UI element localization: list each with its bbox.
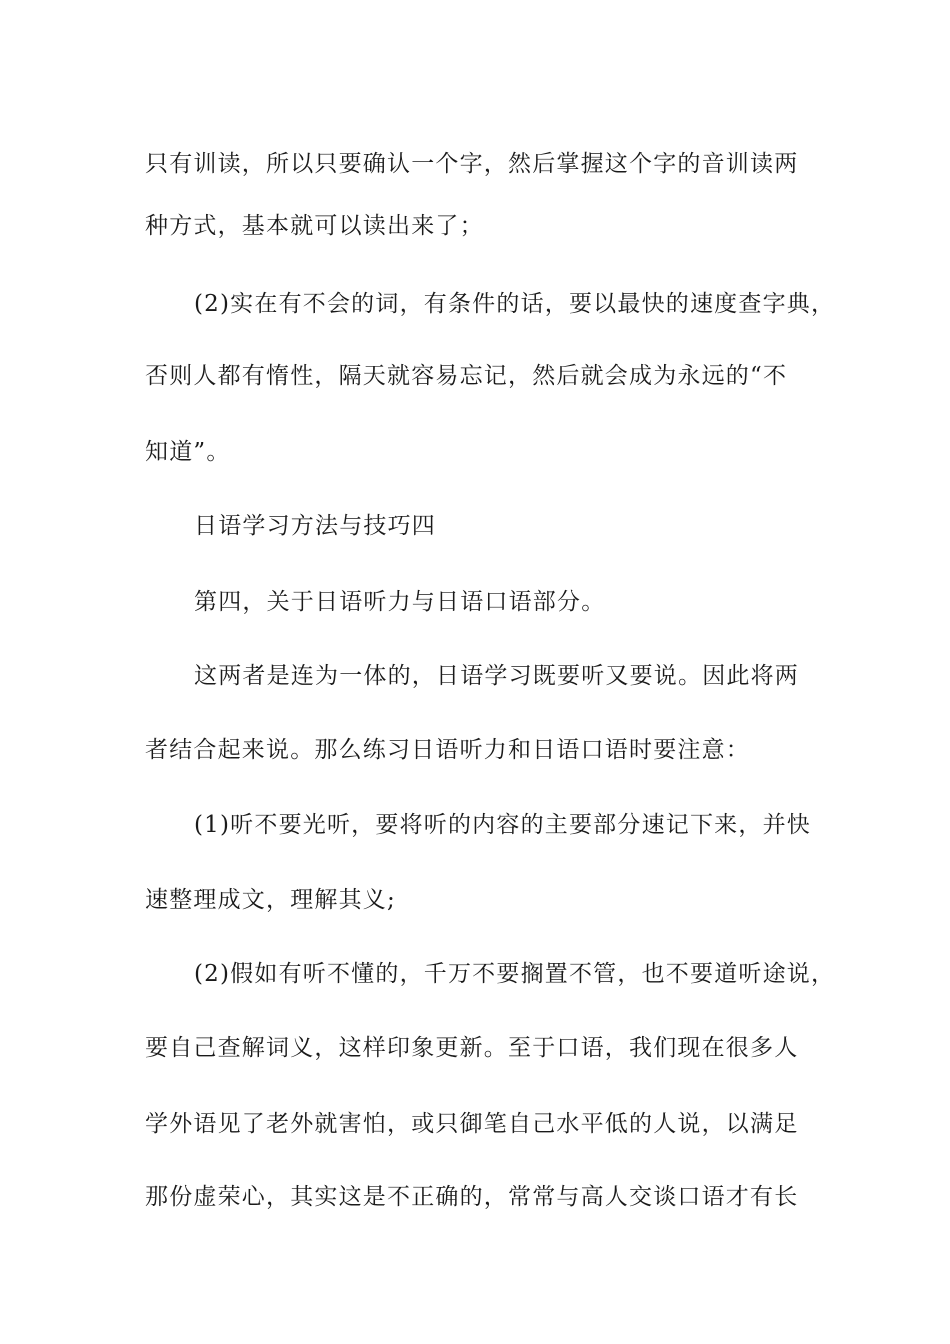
text-line-7: 第四，关于日语听力与日语口语部分。 bbox=[194, 589, 606, 615]
text-line-5: 知道”。 bbox=[145, 439, 231, 465]
text-line-14: 学外语见了老外就害怕，或只御笔自己水平低的人说，以满足 bbox=[145, 1111, 799, 1137]
text-line-9: 者结合起来说。那么练习日语听力和日语口语时要注意： bbox=[145, 737, 750, 763]
text-line-12: (2)假如有听不懂的，千万不要搁置不管，也不要道听途说， bbox=[194, 961, 836, 987]
text-line-1: 只有训读，所以只要确认一个字，然后掌握这个字的音训读两 bbox=[145, 151, 799, 177]
text-line-8: 这两者是连为一体的，日语学习既要听又要说。因此将两 bbox=[194, 663, 799, 689]
text-line-10: (1)听不要光听，要将听的内容的主要部分速记下来，并快 bbox=[194, 812, 811, 838]
text-line-2: 种方式，基本就可以读出来了； bbox=[145, 213, 484, 239]
text-line-15: 那份虚荣心，其实这是不正确的，常常与高人交谈口语才有长 bbox=[145, 1184, 799, 1210]
text-line-3: (2)实在有不会的词，有条件的话，要以最快的速度查字典， bbox=[194, 291, 836, 317]
text-line-13: 要自己查解词义，这样印象更新。至于口语，我们现在很多人 bbox=[145, 1035, 799, 1061]
text-line-11: 速整理成文，理解其义; bbox=[145, 887, 396, 913]
section-heading: 日语学习方法与技巧四 bbox=[194, 513, 436, 539]
text-line-4: 否则人都有惰性，隔天就容易忘记，然后就会成为永远的“不 bbox=[145, 363, 788, 389]
